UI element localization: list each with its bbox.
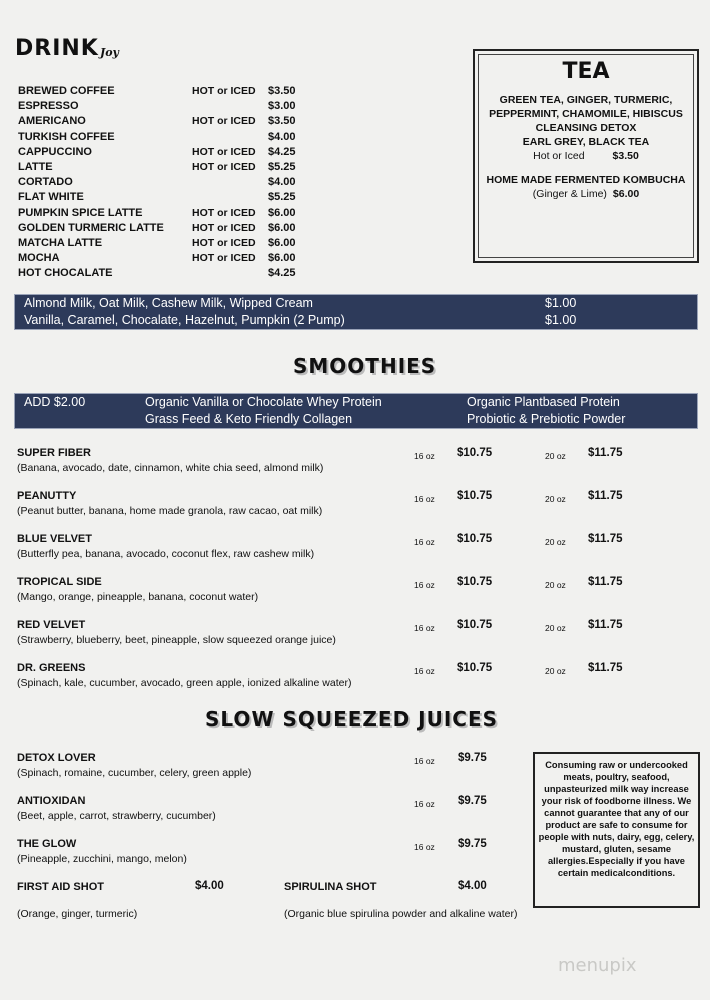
smoothie-name: DR. GREENS xyxy=(17,662,86,674)
smoothies-title: SMOOTHIES xyxy=(293,354,437,378)
drink-price: $4.00 xyxy=(268,130,296,143)
drink-item xyxy=(18,236,318,251)
juice-desc: (Pineapple, zucchini, mango, melon) xyxy=(17,853,187,865)
size-small: 16 oz xyxy=(414,666,435,676)
addon-item: Organic Plantbased Protein xyxy=(467,395,620,409)
smoothie-item xyxy=(17,618,657,648)
juice-size: 16 oz xyxy=(414,756,435,766)
addon-price: ADD $2.00 xyxy=(24,395,86,409)
juice-desc: (Spinach, romaine, cucumber, celery, green apple) xyxy=(17,767,252,779)
drink-item xyxy=(18,145,318,160)
shot-price: $4.00 xyxy=(195,880,224,892)
size-large: 20 oz xyxy=(545,494,566,504)
drink-price: $4.00 xyxy=(268,176,296,189)
drink-temp xyxy=(192,190,268,205)
kombucha-name: HOME MADE FERMENTED KOMBUCHA xyxy=(486,174,686,186)
smoothie-name: BLUE VELVET xyxy=(17,533,92,545)
price-small: $10.75 xyxy=(457,662,493,674)
price-small: $10.75 xyxy=(457,619,493,631)
tea-box xyxy=(473,49,699,263)
allergy-warning-text: Consuming raw or undercooked meats, poultry, seafood, unpasteurized milk way increase your risk of foodborne illness. We cannot guarantee that any of our product are safe to consume for people with nuts, dairy, egg, celery, mustard, gluten, sesame allergies.Especially if you have certain medicalconditions. xyxy=(538,760,695,878)
size-large: 20 oz xyxy=(545,666,566,676)
smoothie-name: SUPER FIBER xyxy=(17,447,91,459)
watermark: menupix xyxy=(558,955,637,976)
drink-name: FLAT WHITE xyxy=(18,191,84,204)
tea-line: PEPPERMINT, CHAMOMILE, HIBISCUS xyxy=(489,108,683,120)
size-large: 20 oz xyxy=(545,580,566,590)
juice-name: DETOX LOVER xyxy=(17,752,96,764)
shot-item xyxy=(284,880,544,922)
drink-temp: HOT or ICED xyxy=(192,115,256,128)
price-large: $11.75 xyxy=(588,576,623,588)
price-large: $11.75 xyxy=(588,619,623,631)
extras-row-2-price: $1.00 xyxy=(545,313,577,327)
drink-item xyxy=(18,266,318,281)
drink-price: $3.50 xyxy=(268,85,296,97)
drink-name: CORTADO xyxy=(18,176,73,189)
drink-name: MATCHA LATTE xyxy=(18,236,103,249)
tea-title: TEA xyxy=(562,59,610,84)
shot-name: SPIRULINA SHOT xyxy=(284,881,377,893)
size-large: 20 oz xyxy=(545,623,566,633)
drink-item xyxy=(18,130,318,145)
drink-name: HOT CHOCALATE xyxy=(18,267,113,280)
drink-temp xyxy=(192,99,268,114)
drink-name: GOLDEN TURMERIC LATTE xyxy=(18,221,164,234)
size-small: 16 oz xyxy=(414,451,435,461)
drink-temp: HOT or ICED xyxy=(192,252,256,265)
smoothie-item xyxy=(17,575,657,605)
drink-temp: HOT or ICED xyxy=(192,236,256,249)
price-large: $11.75 xyxy=(588,662,623,674)
size-small: 16 oz xyxy=(414,623,435,633)
shot-price: $4.00 xyxy=(458,880,487,892)
drink-name: BREWED COFFEE xyxy=(18,85,115,97)
drink-price: $4.25 xyxy=(268,145,296,158)
drink-price: $3.00 xyxy=(268,100,296,113)
drink-item xyxy=(18,160,318,175)
juice-item xyxy=(17,794,517,824)
drink-price: $3.50 xyxy=(268,115,296,128)
juices-title: SLOW SQUEEZED JUICES xyxy=(205,707,499,731)
drink-title: DRINK xyxy=(15,36,99,61)
shot-name: FIRST AID SHOT xyxy=(17,881,104,893)
allergy-warning-box xyxy=(533,752,700,908)
drink-name: LATTE xyxy=(18,160,53,173)
drink-item xyxy=(18,175,318,190)
smoothie-desc: (Strawberry, blueberry, beet, pineapple, slow squeezed orange juice) xyxy=(17,634,336,646)
drink-temp: HOT or ICED xyxy=(192,160,256,173)
extras-row-2: Vanilla, Caramel, Chocalate, Hazelnut, Pumpkin (2 Pump) xyxy=(24,313,345,327)
drink-price: $6.00 xyxy=(268,236,296,249)
kombucha-price: $6.00 xyxy=(612,188,640,200)
drink-item xyxy=(18,114,318,129)
smoothie-item xyxy=(17,532,657,562)
price-small: $10.75 xyxy=(457,447,493,459)
drink-name: CAPPUCCINO xyxy=(18,145,92,158)
juice-name: THE GLOW xyxy=(17,838,77,850)
drink-name: PUMPKIN SPICE LATTE xyxy=(18,206,143,219)
drink-price: $6.00 xyxy=(268,252,296,265)
juice-price: $9.75 xyxy=(458,838,487,850)
juice-price: $9.75 xyxy=(458,795,487,807)
price-small: $10.75 xyxy=(457,576,493,588)
drink-item xyxy=(18,221,318,236)
drink-price: $6.00 xyxy=(268,206,296,219)
smoothie-name: PEANUTTY xyxy=(17,490,77,502)
drink-price: $5.25 xyxy=(268,191,296,204)
size-small: 16 oz xyxy=(414,537,435,547)
drink-temp: HOT or ICED xyxy=(192,145,256,158)
drink-item xyxy=(18,84,318,99)
size-small: 16 oz xyxy=(414,580,435,590)
tea-price: $3.50 xyxy=(612,150,639,162)
drink-name: MOCHA xyxy=(18,252,60,265)
addon-item: Probiotic & Prebiotic Powder xyxy=(467,412,626,426)
addon-item: Organic Vanilla or Chocolate Whey Protein xyxy=(145,395,382,409)
extras-row-1: Almond Milk, Oat Milk, Cashew Milk, Wipped Cream xyxy=(24,296,313,310)
drink-list xyxy=(18,84,318,281)
shot-desc: (Orange, ginger, turmeric) xyxy=(17,908,138,920)
juice-size: 16 oz xyxy=(414,842,435,852)
price-small: $10.75 xyxy=(457,490,493,502)
drink-name: TURKISH COFFEE xyxy=(18,130,115,143)
extras-bar xyxy=(14,294,698,330)
drink-item xyxy=(18,190,318,205)
drink-subtitle: Joy xyxy=(100,46,119,59)
price-large: $11.75 xyxy=(588,533,623,545)
drink-price: $5.25 xyxy=(268,160,296,173)
drink-temp: HOT or ICED xyxy=(192,206,256,219)
smoothie-name: TROPICAL SIDE xyxy=(17,576,102,588)
price-large: $11.75 xyxy=(588,447,623,459)
juice-item xyxy=(17,837,517,867)
tea-temp: Hot or Iced xyxy=(533,150,585,162)
drink-temp xyxy=(192,130,268,145)
drink-item xyxy=(18,251,318,266)
drink-temp xyxy=(192,266,268,281)
juice-price: $9.75 xyxy=(458,752,487,764)
drink-temp xyxy=(192,175,268,190)
price-large: $11.75 xyxy=(588,490,623,502)
drink-temp: HOT or ICED xyxy=(192,221,256,234)
juice-item xyxy=(17,751,517,781)
extras-row-1-price: $1.00 xyxy=(545,296,577,310)
size-small: 16 oz xyxy=(414,494,435,504)
drink-price: $4.25 xyxy=(268,267,296,280)
smoothie-desc: (Butterfly pea, banana, avocado, coconut flex, raw cashew milk) xyxy=(17,548,315,560)
tea-line: CLEANSING DETOX xyxy=(535,122,637,134)
smoothie-desc: (Banana, avocado, date, cinnamon, white chia seed, almond milk) xyxy=(17,462,324,474)
price-small: $10.75 xyxy=(457,533,493,545)
drink-item xyxy=(18,99,318,114)
smoothie-item xyxy=(17,489,657,519)
smoothie-desc: (Peanut butter, banana, home made granola, raw cacao, oat milk) xyxy=(17,505,323,517)
addon-item: Grass Feed & Keto Friendly Collagen xyxy=(145,412,353,426)
drink-name: AMERICANO xyxy=(18,115,86,128)
smoothies-addon-bar xyxy=(14,393,698,429)
juice-name: ANTIOXIDAN xyxy=(17,795,86,807)
smoothie-item xyxy=(17,446,657,476)
smoothie-item xyxy=(17,661,657,691)
smoothie-desc: (Mango, orange, pineapple, banana, coconut water) xyxy=(17,591,259,603)
juice-desc: (Beet, apple, carrot, strawberry, cucumber) xyxy=(17,810,216,822)
drink-temp: HOT or ICED xyxy=(192,85,256,97)
tea-line: EARL GREY, BLACK TEA xyxy=(522,136,650,148)
kombucha-desc: (Ginger & Lime) xyxy=(532,188,607,200)
juice-size: 16 oz xyxy=(414,799,435,809)
size-large: 20 oz xyxy=(545,451,566,461)
drink-item xyxy=(18,206,318,221)
smoothie-desc: (Spinach, kale, cucumber, avocado, green apple, ionized alkaline water) xyxy=(17,677,352,689)
smoothie-name: RED VELVET xyxy=(17,619,86,631)
tea-line: GREEN TEA, GINGER, TURMERIC, xyxy=(499,94,673,106)
shot-desc: (Organic blue spirulina powder and alkaline water) xyxy=(284,908,518,920)
size-large: 20 oz xyxy=(545,537,566,547)
drink-price: $6.00 xyxy=(268,221,296,234)
drink-name: ESPRESSO xyxy=(18,100,79,113)
